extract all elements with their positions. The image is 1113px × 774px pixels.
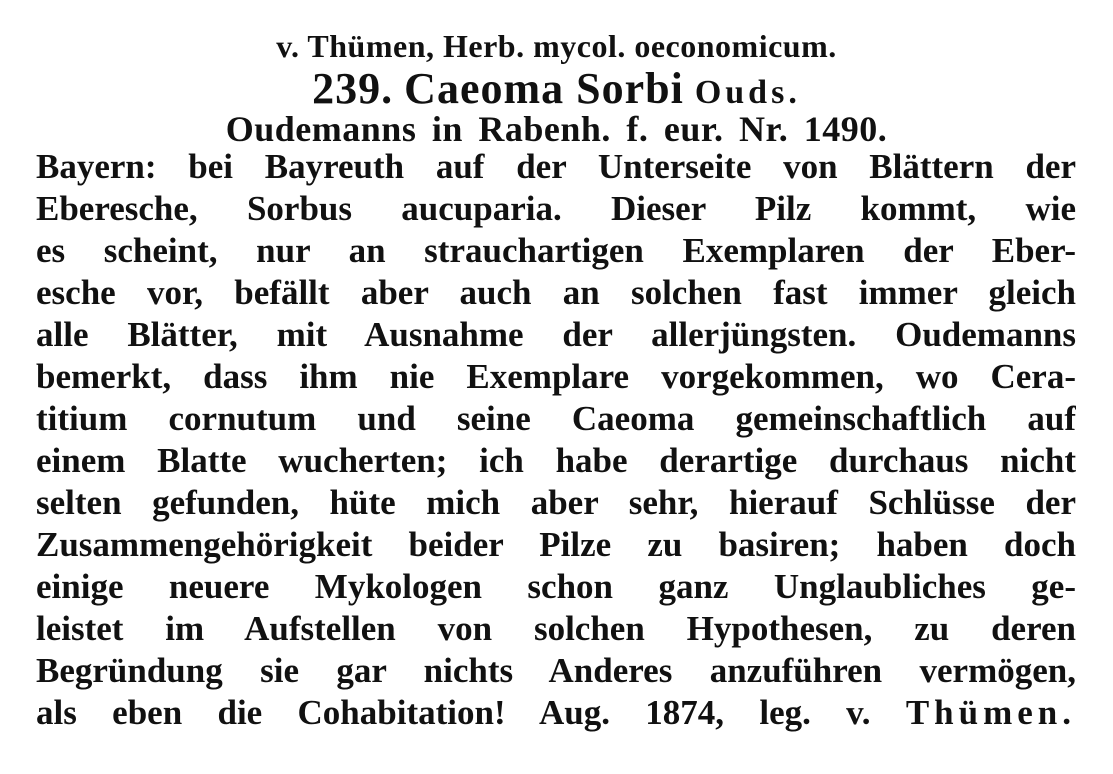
collector-name: Thümen. — [905, 693, 1076, 732]
taxon-author: Ouds. — [694, 74, 801, 111]
body-line: Begründung sie gar nichts Anderes anzuführen vermögen, — [36, 651, 1076, 690]
body-line: einige neuere Mykologen schon ganz Unglaubliches ge- — [36, 567, 1076, 606]
body-line: Zusammengehörigkeit beider Pilze zu basiren; haben doch — [36, 525, 1076, 564]
label-body — [36, 146, 1076, 734]
body-line: titium cornutum und seine Caeoma gemeinschaftlich auf — [36, 399, 1076, 438]
body-line: selten gefunden, hüte mich aber sehr, hierauf Schlüsse der — [36, 483, 1076, 522]
final-sentence: als eben die Cohabitation! Aug. 1874, leg. v. — [36, 693, 871, 732]
body-line: es scheint, nur an strauchartigen Exemplaren der Eber- — [36, 231, 1076, 270]
body-line: Bayern: bei Bayreuth auf der Unterseite von Blättern der — [36, 147, 1076, 186]
taxon-name: Caeoma Sorbi — [404, 64, 684, 113]
body-line: esche vor, befällt aber auch an solchen fast immer gleich — [36, 273, 1076, 312]
body-line: bemerkt, dass ihm nie Exemplare vorgekommen, wo Cera- — [36, 357, 1076, 396]
body-line-last — [36, 692, 1076, 734]
body-line: leistet im Aufstellen von solchen Hypothesen, zu deren — [36, 609, 1076, 648]
body-line: alle Blätter, mit Ausnahme der allerjüngsten. Oudemanns — [36, 315, 1076, 354]
reference-line: Oudemanns in Rabenh. f. eur. Nr. 1490. — [225, 109, 888, 149]
body-line: Eberesche, Sorbus aucuparia. Dieser Pilz kommt, wie — [36, 189, 1076, 228]
series-title: v. Thümen, Herb. mycol. oeconomicum. — [276, 28, 837, 64]
specimen-number: 239. — [312, 64, 394, 113]
body-line: einem Blatte wucherten; ich habe derartige durchaus nicht — [36, 441, 1076, 480]
